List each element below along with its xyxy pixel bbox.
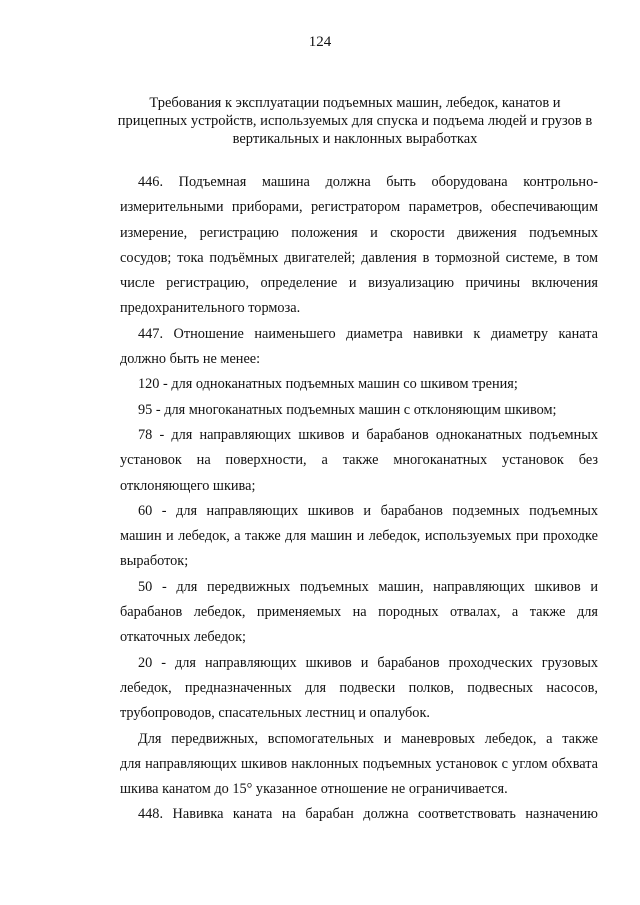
- list-item-20: [120, 651, 598, 727]
- text-line: предохранительного тормоза.: [120, 300, 301, 317]
- list-item-50: [120, 575, 598, 651]
- text-line: 95 - для многоканатных подъемных машин с отклоняющим шкивом;: [138, 401, 557, 418]
- text-line: Для передвижных, вспомогательных и маневровых лебедок, а также: [138, 730, 598, 747]
- text-line: установок на поверхности, а также многоканатных установок без: [120, 452, 598, 469]
- list-item-78: [120, 423, 598, 499]
- paragraph-446: [120, 170, 598, 322]
- text-line: числе регистрацию, определение и визуализацию причины включения: [120, 275, 598, 292]
- text-line: измерительными приборами, регистратором параметров, обеспечивающим: [120, 199, 598, 216]
- heading-line: вертикальных и наклонных выработках: [232, 131, 478, 147]
- text-line: должно быть не менее:: [120, 351, 261, 368]
- text-line: 60 - для направляющих шкивов и барабанов подземных подъемных: [138, 502, 598, 519]
- text-line: лебедок, предназначенных для подвески полков, подвесных насосов,: [120, 679, 598, 696]
- page-number: 124: [308, 34, 332, 50]
- text-line: 120 - для одноканатных подъемных машин со шкивом трения;: [138, 376, 518, 393]
- text-line: барабанов лебедок, применяемых на породных отвалах, а также для: [120, 604, 598, 621]
- text-line: машин и лебедок, а также для машин и лебедок, используемых при проходке: [120, 528, 598, 545]
- text-line: 447. Отношение наименьшего диаметра навивки к диаметру каната: [138, 325, 598, 342]
- list-item-95: [120, 398, 598, 423]
- text-line: 78 - для направляющих шкивов и барабанов одноканатных подъемных: [138, 426, 598, 443]
- text-line: для направляющих шкивов наклонных подъемных установок с углом обхвата: [120, 755, 598, 772]
- text-line: сосудов; тока подъёмных двигателей; давления в тормозной системе, в том: [120, 249, 598, 266]
- text-line: отклоняющего шкива;: [120, 477, 256, 494]
- heading-line: прицепных устройств, используемых для спуска и подъема людей и грузов в: [117, 113, 593, 129]
- text-line: выработок;: [120, 553, 189, 570]
- text-line: 20 - для направляющих шкивов и барабанов проходческих грузовых: [138, 654, 598, 671]
- paragraph-448: [120, 802, 598, 827]
- text-line: шкива канатом до 15° указанное отношение не ограничивается.: [120, 781, 508, 798]
- text-line: измерение, регистрацию положения и скорости движения подъемных: [120, 224, 598, 241]
- text-line: трубопроводов, спасательных лестниц и опалубок.: [120, 705, 430, 722]
- text-line: 448. Навивка каната на барабан должна соответствовать назначению: [138, 806, 598, 823]
- document-body: [120, 170, 598, 828]
- section-heading: [110, 94, 600, 148]
- paragraph-note: [120, 727, 598, 803]
- paragraph-447: [120, 322, 598, 373]
- text-line: 446. Подъемная машина должна быть оборудована контрольно-: [138, 174, 598, 190]
- text-line: откаточных лебедок;: [120, 629, 246, 646]
- heading-line: Требования к эксплуатации подъемных машин, лебедок, канатов и: [149, 95, 561, 111]
- list-item-120: [120, 372, 598, 397]
- list-item-60: [120, 499, 598, 575]
- text-line: 50 - для передвижных подъемных машин, направляющих шкивов и: [138, 578, 598, 595]
